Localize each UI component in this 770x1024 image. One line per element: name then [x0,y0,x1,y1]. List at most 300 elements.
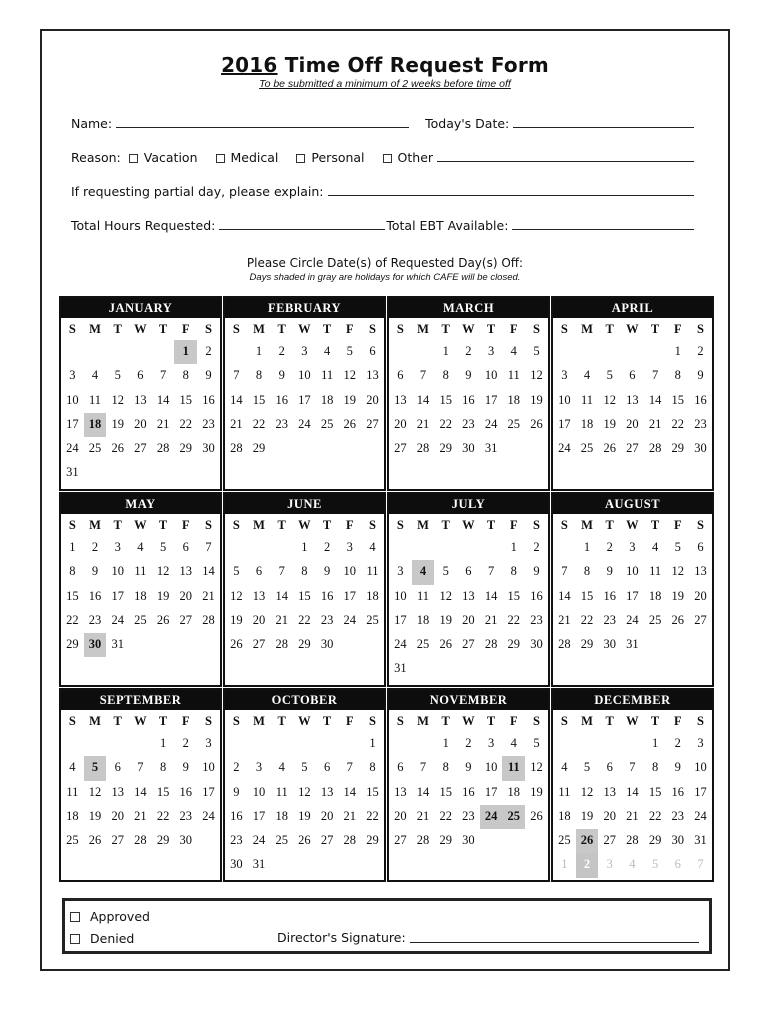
day-cell[interactable]: 9 [233,784,240,799]
day-cell[interactable]: 6 [323,760,331,775]
day-cell[interactable]: 19 [230,612,243,627]
day-cell[interactable]: 18 [416,612,430,627]
day-cell[interactable]: 26 [439,637,452,652]
day-cell[interactable]: 5 [583,760,591,775]
day-cell[interactable]: 24 [558,441,571,456]
day-cell[interactable]: 13 [462,588,475,603]
day-cell[interactable]: 2 [233,760,240,775]
day-cell[interactable]: 12 [230,588,243,603]
day-cell[interactable]: 25 [366,612,379,627]
day-cell[interactable]: 17 [111,588,124,603]
day-cell[interactable]: 17 [484,392,498,407]
day-cell[interactable]: 7 [697,857,704,872]
checkbox-icon[interactable] [129,154,138,163]
day-cell[interactable]: 28 [626,833,639,848]
day-cell[interactable]: 27 [394,441,407,456]
day-cell[interactable]: 23 [462,416,475,431]
day-cell[interactable]: 12 [530,760,543,775]
day-cell[interactable]: 20 [366,392,379,407]
day-cell[interactable]: 18 [320,392,334,407]
day-cell[interactable]: 26 [343,416,357,431]
day-cell[interactable]: 5 [346,344,353,358]
day-cell[interactable]: 1 [651,736,659,750]
checkbox-icon[interactable] [216,154,225,163]
day-cell[interactable]: 21 [343,808,357,823]
day-cell[interactable]: 30 [320,637,334,652]
day-cell[interactable]: 27 [626,441,639,456]
day-cell[interactable]: 3 [629,540,636,554]
holiday-day-cell[interactable]: 2 [576,853,599,877]
day-cell[interactable]: 10 [394,588,407,603]
day-cell[interactable]: 7 [278,564,285,579]
day-cell[interactable]: 31 [252,857,266,872]
day-cell[interactable]: 7 [561,564,568,579]
day-cell[interactable]: 21 [558,612,571,627]
day-cell[interactable]: 19 [530,784,543,799]
day-cell[interactable]: 20 [320,808,334,823]
day-cell[interactable]: 7 [651,368,659,383]
day-cell[interactable]: 1 [561,857,568,872]
day-cell[interactable]: 24 [111,612,124,627]
holiday-day-cell[interactable]: 25 [502,805,525,829]
day-cell[interactable]: 11 [366,564,379,579]
day-cell[interactable]: 4 [583,368,591,383]
holiday-day-cell[interactable]: 5 [84,756,107,780]
day-cell[interactable]: 9 [697,368,704,383]
day-cell[interactable]: 3 [69,368,76,383]
day-cell[interactable]: 7 [419,368,427,383]
day-cell[interactable]: 31 [66,465,79,480]
checkbox-icon[interactable] [70,912,80,922]
day-cell[interactable]: 23 [320,612,334,627]
date-field[interactable] [513,116,694,128]
day-cell[interactable]: 28 [416,441,430,456]
day-cell[interactable]: 7 [233,368,240,383]
day-cell[interactable]: 31 [394,661,407,676]
day-cell[interactable]: 27 [462,637,475,652]
day-cell[interactable]: 26 [530,808,543,823]
day-cell[interactable]: 3 [397,564,404,579]
day-cell[interactable]: 29 [66,637,79,652]
day-cell[interactable]: 13 [366,368,379,383]
day-cell[interactable]: 25 [558,833,571,848]
day-cell[interactable]: 19 [343,392,357,407]
day-cell[interactable]: 1 [510,540,517,554]
day-cell[interactable]: 24 [694,808,707,823]
day-cell[interactable]: 15 [580,588,594,603]
day-cell[interactable]: 20 [252,612,266,627]
day-cell[interactable]: 14 [416,392,430,407]
reason-other-option[interactable] [383,150,434,165]
day-cell[interactable]: 16 [671,784,685,799]
day-cell[interactable]: 8 [69,564,76,579]
day-cell[interactable]: 21 [626,808,639,823]
day-cell[interactable]: 17 [484,784,498,799]
day-cell[interactable]: 28 [648,441,662,456]
day-cell[interactable]: 14 [558,588,571,603]
day-cell[interactable]: 4 [137,540,144,554]
day-cell[interactable]: 24 [626,612,639,627]
day-cell[interactable]: 2 [674,736,681,750]
day-cell[interactable]: 26 [88,833,102,848]
day-cell[interactable]: 19 [671,588,685,603]
day-cell[interactable]: 22 [298,612,311,627]
day-cell[interactable]: 3 [114,540,121,554]
day-cell[interactable]: 12 [671,564,685,579]
day-cell[interactable]: 2 [606,540,613,554]
day-cell[interactable]: 3 [346,540,353,554]
day-cell[interactable]: 14 [484,588,498,603]
day-cell[interactable]: 25 [507,416,521,431]
day-cell[interactable]: 5 [533,736,540,750]
day-cell[interactable]: 30 [462,833,475,848]
day-cell[interactable]: 1 [442,736,449,750]
day-cell[interactable]: 12 [530,368,543,383]
day-cell[interactable]: 1 [583,540,591,554]
day-cell[interactable]: 5 [233,564,240,579]
day-cell[interactable]: 1 [442,344,449,358]
day-cell[interactable]: 29 [298,637,311,652]
day-cell[interactable]: 20 [462,612,475,627]
day-cell[interactable]: 3 [606,857,613,872]
day-cell[interactable]: 28 [558,637,571,652]
day-cell[interactable]: 9 [465,760,472,775]
day-cell[interactable]: 12 [111,392,124,407]
day-cell[interactable]: 30 [671,833,685,848]
day-cell[interactable]: 2 [465,736,472,750]
day-cell[interactable]: 4 [91,368,99,383]
day-cell[interactable]: 15 [671,392,685,407]
day-cell[interactable]: 6 [397,368,404,383]
day-cell[interactable]: 26 [298,833,311,848]
day-cell[interactable]: 15 [439,392,452,407]
day-cell[interactable]: 10 [298,368,311,383]
day-cell[interactable]: 21 [484,612,498,627]
day-cell[interactable]: 6 [369,344,376,358]
day-cell[interactable]: 1 [255,344,263,358]
day-cell[interactable]: 7 [137,760,144,775]
day-cell[interactable]: 9 [205,368,212,383]
day-cell[interactable]: 29 [439,441,452,456]
day-cell[interactable]: 8 [255,368,263,383]
day-cell[interactable]: 1 [301,540,308,554]
day-cell[interactable]: 6 [674,857,681,872]
ebt-field[interactable] [512,218,694,230]
day-cell[interactable]: 11 [558,784,571,799]
day-cell[interactable]: 23 [202,416,215,431]
day-cell[interactable]: 10 [66,392,79,407]
day-cell[interactable]: 22 [366,808,379,823]
day-cell[interactable]: 31 [484,441,498,456]
day-cell[interactable]: 5 [674,540,681,554]
day-cell[interactable]: 11 [581,392,594,407]
day-cell[interactable]: 16 [179,784,193,799]
day-cell[interactable]: 14 [202,564,215,579]
day-cell[interactable]: 4 [561,760,568,775]
day-cell[interactable]: 8 [442,760,449,775]
day-cell[interactable]: 9 [278,368,285,383]
day-cell[interactable]: 11 [417,588,430,603]
day-cell[interactable]: 16 [462,392,475,407]
day-cell[interactable]: 25 [275,833,288,848]
day-cell[interactable]: 22 [507,612,521,627]
day-cell[interactable]: 21 [202,588,215,603]
day-cell[interactable]: 18 [507,392,521,407]
day-cell[interactable]: 9 [91,564,99,579]
day-cell[interactable]: 17 [394,612,407,627]
day-cell[interactable]: 18 [507,784,521,799]
day-cell[interactable]: 6 [465,564,472,579]
day-cell[interactable]: 17 [66,416,79,431]
day-cell[interactable]: 27 [394,833,407,848]
day-cell[interactable]: 22 [179,416,193,431]
checkbox-icon[interactable] [296,154,305,163]
day-cell[interactable]: 8 [159,760,167,775]
day-cell[interactable]: 6 [397,760,404,775]
day-cell[interactable]: 16 [694,392,707,407]
day-cell[interactable]: 16 [230,808,243,823]
day-cell[interactable]: 28 [134,833,147,848]
day-cell[interactable]: 27 [179,612,193,627]
day-cell[interactable]: 7 [346,760,353,775]
day-cell[interactable]: 28 [416,833,430,848]
day-cell[interactable]: 15 [179,392,193,407]
day-cell[interactable]: 27 [252,637,266,652]
day-cell[interactable]: 29 [252,441,266,456]
day-cell[interactable]: 28 [230,441,243,456]
day-cell[interactable]: 17 [626,588,639,603]
day-cell[interactable]: 13 [603,784,616,799]
day-cell[interactable]: 3 [487,736,495,750]
day-cell[interactable]: 11 [275,784,288,799]
day-cell[interactable]: 4 [323,344,331,358]
day-cell[interactable]: 1 [69,540,76,554]
day-cell[interactable]: 17 [298,392,311,407]
day-cell[interactable]: 18 [66,808,79,823]
day-cell[interactable]: 17 [694,784,707,799]
day-cell[interactable]: 25 [134,612,147,627]
day-cell[interactable]: 8 [182,368,189,383]
day-cell[interactable]: 13 [320,784,334,799]
day-cell[interactable]: 21 [275,612,288,627]
day-cell[interactable]: 9 [465,368,472,383]
day-cell[interactable]: 25 [580,441,594,456]
signature-field[interactable] [410,931,699,943]
day-cell[interactable]: 7 [159,368,167,383]
checkbox-icon[interactable] [70,934,80,944]
day-cell[interactable]: 29 [580,637,594,652]
day-cell[interactable]: 30 [462,441,475,456]
day-cell[interactable]: 19 [603,416,616,431]
holiday-day-cell[interactable]: 24 [480,805,503,829]
day-cell[interactable]: 6 [114,760,121,775]
day-cell[interactable]: 28 [275,637,288,652]
day-cell[interactable]: 8 [442,368,449,383]
day-cell[interactable]: 4 [510,344,517,358]
day-cell[interactable]: 22 [252,416,266,431]
reason-vacation-option[interactable] [129,150,198,165]
day-cell[interactable]: 16 [320,588,334,603]
day-cell[interactable]: 31 [694,833,707,848]
day-cell[interactable]: 21 [156,416,170,431]
day-cell[interactable]: 8 [510,564,517,579]
day-cell[interactable]: 30 [230,857,243,872]
day-cell[interactable]: 5 [606,368,613,383]
holiday-day-cell[interactable]: 30 [84,633,107,657]
day-cell[interactable]: 10 [484,760,498,775]
day-cell[interactable]: 22 [66,612,79,627]
day-cell[interactable]: 28 [156,441,170,456]
day-cell[interactable]: 6 [697,540,704,554]
day-cell[interactable]: 20 [603,808,616,823]
day-cell[interactable]: 20 [694,588,707,603]
day-cell[interactable]: 18 [366,588,379,603]
day-cell[interactable]: 21 [134,808,147,823]
day-cell[interactable]: 27 [134,441,147,456]
day-cell[interactable]: 4 [651,540,659,554]
day-cell[interactable]: 10 [252,784,266,799]
day-cell[interactable]: 30 [694,441,707,456]
day-cell[interactable]: 23 [230,833,243,848]
day-cell[interactable]: 5 [114,368,121,383]
day-cell[interactable]: 29 [648,833,662,848]
day-cell[interactable]: 1 [369,736,376,750]
day-cell[interactable]: 19 [156,588,170,603]
day-cell[interactable]: 16 [462,784,475,799]
day-cell[interactable]: 3 [301,344,308,358]
day-cell[interactable]: 16 [603,588,616,603]
day-cell[interactable]: 7 [205,540,212,554]
day-cell[interactable]: 30 [179,833,193,848]
day-cell[interactable]: 14 [156,392,170,407]
day-cell[interactable]: 2 [465,344,472,358]
day-cell[interactable]: 5 [533,344,540,358]
day-cell[interactable]: 13 [394,392,407,407]
day-cell[interactable]: 6 [255,564,263,579]
reason-personal-option[interactable] [296,150,364,165]
day-cell[interactable]: 15 [298,588,311,603]
day-cell[interactable]: 7 [487,564,495,579]
day-cell[interactable]: 15 [648,784,662,799]
day-cell[interactable]: 13 [111,784,124,799]
day-cell[interactable]: 20 [111,808,124,823]
day-cell[interactable]: 22 [439,416,452,431]
day-cell[interactable]: 21 [416,808,430,823]
day-cell[interactable]: 31 [111,637,124,652]
day-cell[interactable]: 24 [202,808,215,823]
day-cell[interactable]: 5 [301,760,308,775]
day-cell[interactable]: 20 [394,416,407,431]
day-cell[interactable]: 16 [275,392,288,407]
day-cell[interactable]: 25 [320,416,334,431]
day-cell[interactable]: 24 [66,441,79,456]
day-cell[interactable]: 24 [343,612,357,627]
day-cell[interactable]: 14 [230,392,243,407]
day-cell[interactable]: 3 [697,736,704,750]
day-cell[interactable]: 14 [648,392,662,407]
day-cell[interactable]: 13 [694,564,707,579]
day-cell[interactable]: 28 [484,637,498,652]
day-cell[interactable]: 17 [343,588,357,603]
day-cell[interactable]: 19 [530,392,543,407]
day-cell[interactable]: 4 [278,760,285,775]
denied-option[interactable] [70,931,134,946]
day-cell[interactable]: 12 [603,392,616,407]
day-cell[interactable]: 2 [533,540,540,554]
day-cell[interactable]: 1 [674,344,681,358]
day-cell[interactable]: 12 [156,564,170,579]
day-cell[interactable]: 16 [88,588,102,603]
day-cell[interactable]: 23 [88,612,102,627]
day-cell[interactable]: 12 [343,368,357,383]
day-cell[interactable]: 19 [88,808,102,823]
day-cell[interactable]: 22 [648,808,662,823]
holiday-day-cell[interactable]: 11 [502,756,525,780]
day-cell[interactable]: 9 [533,564,540,579]
day-cell[interactable]: 5 [651,857,659,872]
day-cell[interactable]: 10 [626,564,639,579]
day-cell[interactable]: 27 [694,612,707,627]
day-cell[interactable]: 8 [674,368,681,383]
day-cell[interactable]: 8 [369,760,376,775]
day-cell[interactable]: 14 [343,784,357,799]
day-cell[interactable]: 11 [89,392,102,407]
day-cell[interactable]: 25 [416,637,430,652]
day-cell[interactable]: 12 [88,784,102,799]
name-field[interactable] [116,116,409,128]
day-cell[interactable]: 21 [648,416,662,431]
day-cell[interactable]: 24 [298,416,311,431]
day-cell[interactable]: 11 [321,368,334,383]
day-cell[interactable]: 26 [111,441,124,456]
day-cell[interactable]: 2 [205,344,212,358]
day-cell[interactable]: 17 [202,784,215,799]
day-cell[interactable]: 9 [606,564,613,579]
other-reason-field[interactable] [437,150,694,162]
day-cell[interactable]: 3 [205,736,212,750]
day-cell[interactable]: 4 [369,540,376,554]
day-cell[interactable]: 19 [439,612,452,627]
day-cell[interactable]: 4 [69,760,76,775]
day-cell[interactable]: 25 [88,441,102,456]
day-cell[interactable]: 19 [111,416,124,431]
day-cell[interactable]: 27 [366,416,379,431]
holiday-day-cell[interactable]: 4 [412,560,435,584]
day-cell[interactable]: 20 [134,416,147,431]
day-cell[interactable]: 24 [252,833,266,848]
day-cell[interactable]: 18 [558,808,571,823]
day-cell[interactable]: 10 [694,760,707,775]
day-cell[interactable]: 20 [179,588,193,603]
day-cell[interactable]: 22 [156,808,170,823]
day-cell[interactable]: 25 [66,833,79,848]
day-cell[interactable]: 3 [255,760,263,775]
day-cell[interactable]: 15 [507,588,521,603]
day-cell[interactable]: 23 [275,416,288,431]
day-cell[interactable]: 10 [343,564,357,579]
day-cell[interactable]: 22 [439,808,452,823]
day-cell[interactable]: 2 [91,540,99,554]
day-cell[interactable]: 27 [111,833,124,848]
day-cell[interactable]: 15 [366,784,379,799]
day-cell[interactable]: 13 [626,392,639,407]
day-cell[interactable]: 21 [230,416,243,431]
reason-medical-option[interactable] [216,150,279,165]
day-cell[interactable]: 29 [156,833,170,848]
checkbox-icon[interactable] [383,154,392,163]
day-cell[interactable]: 6 [137,368,144,383]
day-cell[interactable]: 5 [442,564,449,579]
